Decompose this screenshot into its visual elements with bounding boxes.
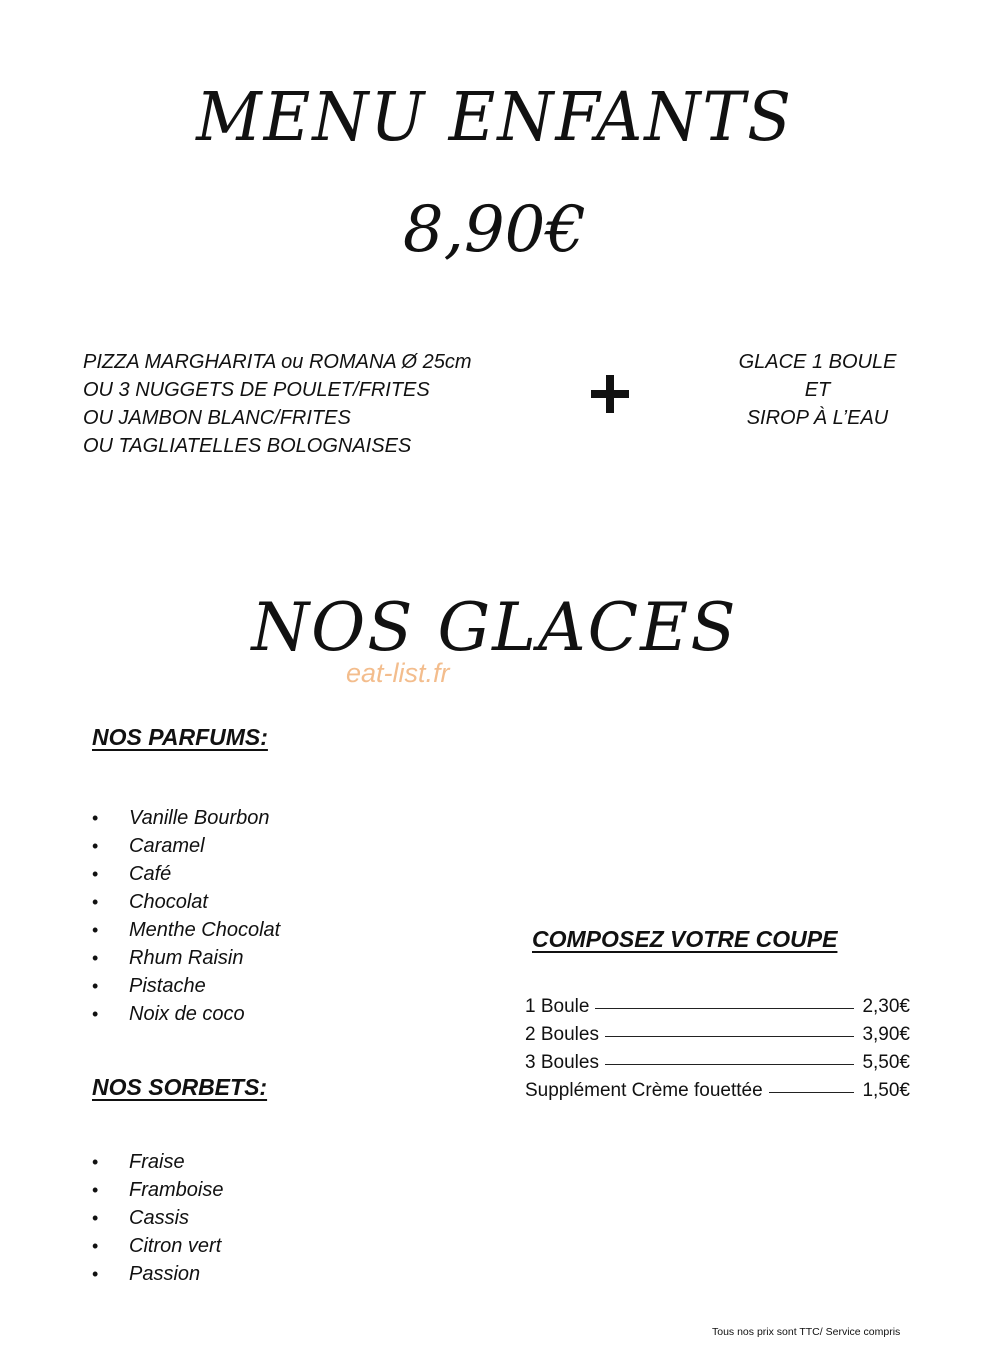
kids-menu-title: MENU ENFANTS xyxy=(196,79,793,157)
parfums-heading: NOS PARFUMS: xyxy=(92,724,268,750)
price-row-price: 5,50€ xyxy=(862,1052,910,1073)
list-item: • Cassis xyxy=(92,1204,223,1232)
kids-option: PIZZA MARGHARITA ou ROMANA Ø 25cm xyxy=(83,351,472,373)
list-item: • Fraise xyxy=(92,1148,223,1176)
coupe-heading: COMPOSEZ VOTRE COUPE xyxy=(532,926,838,952)
price-row-price: 2,30€ xyxy=(862,996,910,1017)
list-item: • Noix de coco xyxy=(92,1000,280,1028)
kids-dessert-line: SIROP À L’EAU xyxy=(746,407,889,429)
price-row-leader xyxy=(769,1092,855,1093)
list-item: • Chocolat xyxy=(92,888,280,916)
list-item: • Citron vert xyxy=(92,1232,223,1260)
price-row xyxy=(525,1049,910,1077)
list-item: • Rhum Raisin xyxy=(92,944,280,972)
kids-dessert xyxy=(700,348,935,432)
list-item: • Pistache xyxy=(92,972,280,1000)
price-row-label: 3 Boules xyxy=(525,1052,599,1073)
kids-option: OU 3 NUGGETS DE POULET/FRITES xyxy=(83,379,430,401)
price-row-label: 1 Boule xyxy=(525,996,590,1017)
price-row-label: 2 Boules xyxy=(525,1024,599,1045)
price-row-leader xyxy=(595,1008,854,1009)
footer-note: Tous nos prix sont TTC/ Service compris xyxy=(712,1326,901,1338)
price-row xyxy=(525,1021,910,1049)
coupe-price-list xyxy=(525,993,910,1105)
price-row-leader xyxy=(605,1036,855,1037)
parfums-list xyxy=(92,804,280,1028)
price-row xyxy=(525,1077,910,1105)
kids-dessert-line: GLACE 1 BOULE xyxy=(738,351,897,373)
sorbets-list xyxy=(92,1148,223,1288)
price-row xyxy=(525,993,910,1021)
plus-icon xyxy=(587,372,633,418)
kids-option: OU TAGLIATELLES BOLOGNAISES xyxy=(83,435,412,457)
sorbets-heading: NOS SORBETS: xyxy=(92,1074,268,1100)
price-row-price: 1,50€ xyxy=(862,1080,910,1101)
kids-menu-price: 8,90€ xyxy=(402,193,587,267)
kids-option: OU JAMBON BLANC/FRITES xyxy=(83,407,351,429)
list-item: • Vanille Bourbon xyxy=(92,804,280,832)
list-item: • Passion xyxy=(92,1260,223,1288)
list-item: • Café xyxy=(92,860,280,888)
glaces-title: NOS GLACES xyxy=(251,589,738,666)
list-item: • Caramel xyxy=(92,832,280,860)
watermark: eat-list.fr xyxy=(346,658,450,688)
price-row-label: Supplément Crème fouettée xyxy=(525,1080,763,1101)
kids-main-options xyxy=(83,348,523,460)
list-item: • Framboise xyxy=(92,1176,223,1204)
plus-icon-vertical xyxy=(606,375,614,413)
price-row-leader xyxy=(605,1064,855,1065)
price-row-price: 3,90€ xyxy=(862,1024,910,1045)
kids-dessert-line: ET xyxy=(804,379,831,401)
list-item: • Menthe Chocolat xyxy=(92,916,280,944)
